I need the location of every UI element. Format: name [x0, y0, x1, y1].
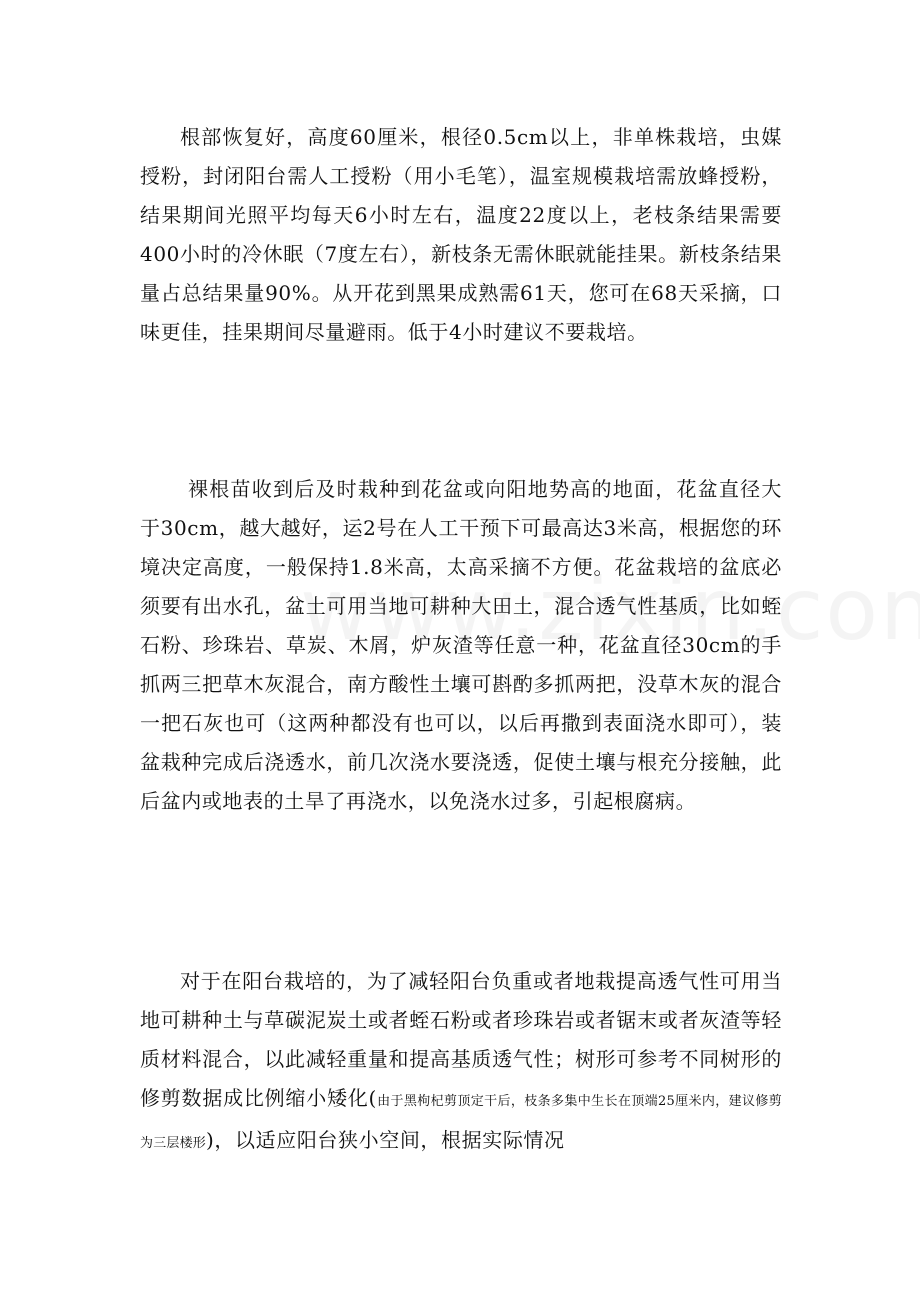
paragraph-balcony-cultivation	[140, 962, 782, 1163]
balcony-text-after: )，以适应阳台狭小空间，根据实际情况	[206, 1128, 565, 1152]
paragraph-root-recovery: 根部恢复好，高度60厘米，根径0.5cm以上，非单株栽培，虫媒授粉，封闭阳台需人工授粉（用小毛笔），温室规模栽培需放蜂授粉，结果期间光照平均每天6小时左右，温度22度以上，老枝条结果需要400小时的冷休眠（7度左右），新枝条无需休眠就能挂果。新枝条结果量占总结果量90%。从开花到黑果成熟需61天，您可在68天采摘，口味更佳，挂果期间尽量避雨。低于4小时建议不要栽培。	[140, 125, 782, 344]
balcony-text-before: 对于在阳台栽培的，为了减轻阳台负重或者地栽提高透气性可用当地可耕种土与草碳泥炭土或者蛭石粉或者珍珠岩或者锯末或者灰渣等轻质材料混合，以此减轻重量和提高基质透气性；树形可参考不同树形的修剪数据成比例缩小矮化(	[140, 969, 782, 1110]
pruning-note: 由于黑枸杞剪顶定干后，枝条多集中生长在顶端25厘米内，建议修剪为三层楼形	[140, 1094, 782, 1151]
paragraph-bare-root-planting: 裸根苗收到后及时栽种到花盆或向阳地势高的地面，花盆直径大于30cm，越大越好，运2号在人工干预下可最高达3米高，根据您的环境决定高度，一般保持1.8米高，太高采摘不方便。花盆栽培的盆底必须要有出水孔，盆土可用当地可耕种大田土，混合透气性基质，比如蛭石粉、珍珠岩、草炭、木屑，炉灰渣等任意一种，花盆直径30cm的手抓两三把草木灰混合，南方酸性土壤可斟酌多抓两把，没草木灰的混合一把石灰也可（这两种都没有也可以，以后再撒到表面浇水即可），装盆栽种完成后浇透水，前几次浇水要浇透，促使土壤与根充分接触，此后盆内或地表的土旱了再浇水，以免浇水过多，引起根腐病。	[140, 477, 782, 813]
